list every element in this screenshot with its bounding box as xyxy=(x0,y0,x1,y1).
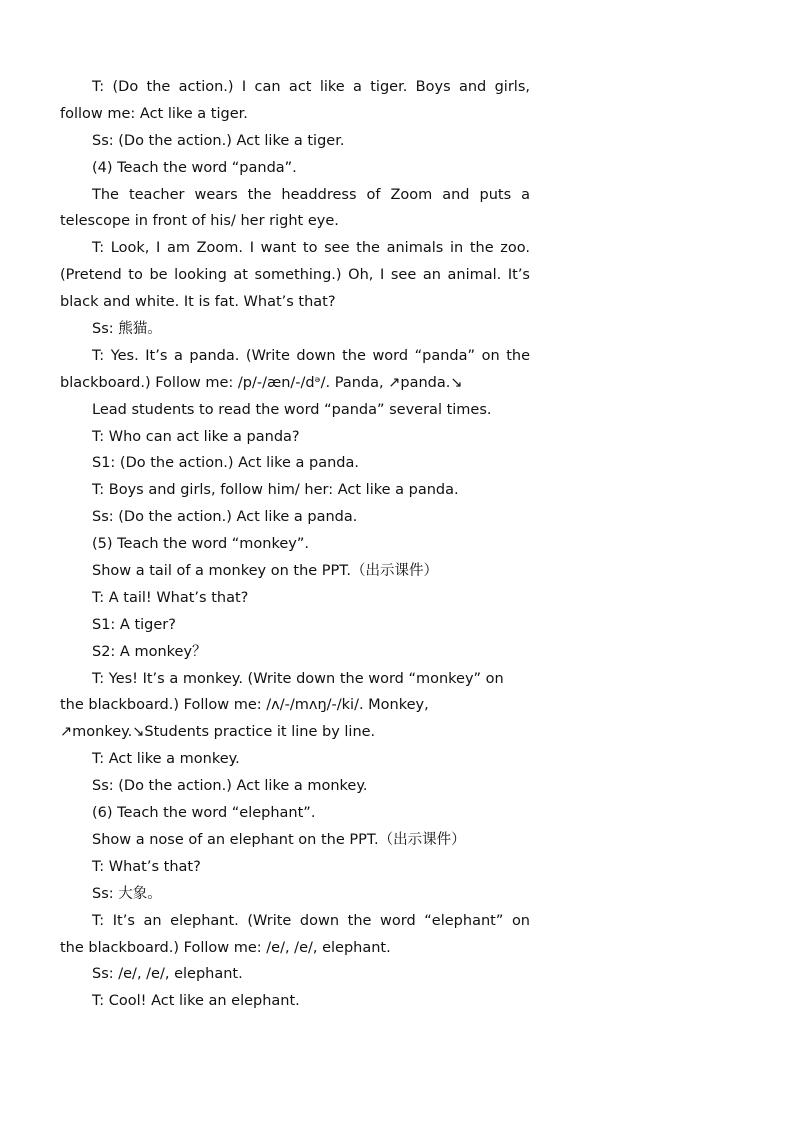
text-line: S1: (Do the action.) Act like a panda. xyxy=(92,455,360,472)
text-line: T: Cool! Act like an elephant. xyxy=(92,993,300,1010)
text-line: T: Yes! It’s a monkey. (Write down the word “monkey” on xyxy=(92,670,504,687)
text-line: (5) Teach the word “monkey”. xyxy=(92,536,309,553)
text-line: T: Boys and girls, follow him/ her: Act like a panda. xyxy=(92,482,459,499)
text-line: T: A tail! What’s that? xyxy=(92,589,249,606)
text-line: Ss: (Do the action.) Act like a panda. xyxy=(92,509,358,526)
text-line: Show a tail of a monkey on the PPT.（出示课件） xyxy=(92,563,439,580)
text-line: (4) Teach the word “panda”. xyxy=(92,159,297,176)
text-line: The teacher wears the headdress of Zoom and puts a xyxy=(92,186,530,203)
text-line: T: (Do the action.) I can act like a tiger. Boys and girls, xyxy=(92,79,530,95)
text-line: (6) Teach the word “elephant”. xyxy=(92,805,316,822)
text-line: Ss: 大象。 xyxy=(92,885,162,902)
text-line: the blackboard.) Follow me: /e/, /e/, elephant. xyxy=(60,939,391,956)
text-line: Ss: 熊猫。 xyxy=(92,321,162,338)
text-line: S2: A monkey？ xyxy=(92,643,207,660)
text-line: black and white. It is fat. What’s that? xyxy=(60,294,336,311)
text-line: Show a nose of an elephant on the PPT.（出示课件） xyxy=(92,831,466,848)
text-line: (Pretend to be looking at something.) Oh, I see an animal. It’s xyxy=(60,267,530,284)
text-line: Lead students to read the word “panda” several times. xyxy=(92,401,492,418)
text-line: T: Act like a monkey. xyxy=(92,751,240,768)
text-line: Ss: (Do the action.) Act like a monkey. xyxy=(92,778,368,795)
text-line: Ss: (Do the action.) Act like a tiger. xyxy=(92,132,345,149)
text-line: the blackboard.) Follow me: /ʌ/-/mʌŋ/-/ki/. Monkey, xyxy=(60,697,429,714)
text-line: Ss: /e/, /e/, elephant. xyxy=(92,966,243,983)
text-line: blackboard.) Follow me: /p/-/æn/-/dᵊ/. Panda, ↗panda.↘ xyxy=(60,374,463,391)
text-line: T: Look, I am Zoom. I want to see the animals in the zoo. xyxy=(92,240,530,257)
lesson-text-body xyxy=(60,74,530,1015)
text-line: T: It’s an elephant. (Write down the word “elephant” on xyxy=(92,912,530,929)
text-line: telescope in front of his/ her right eye. xyxy=(60,213,339,230)
text-line: ↗monkey.↘Students practice it line by line. xyxy=(60,724,376,741)
text-line: follow me: Act like a tiger. xyxy=(60,105,248,122)
text-line: T: What’s that? xyxy=(92,858,201,875)
text-line: T: Yes. It’s a panda. (Write down the word “panda” on the xyxy=(92,347,530,364)
text-line: T: Who can act like a panda? xyxy=(92,428,300,445)
text-line: S1: A tiger? xyxy=(92,616,176,633)
